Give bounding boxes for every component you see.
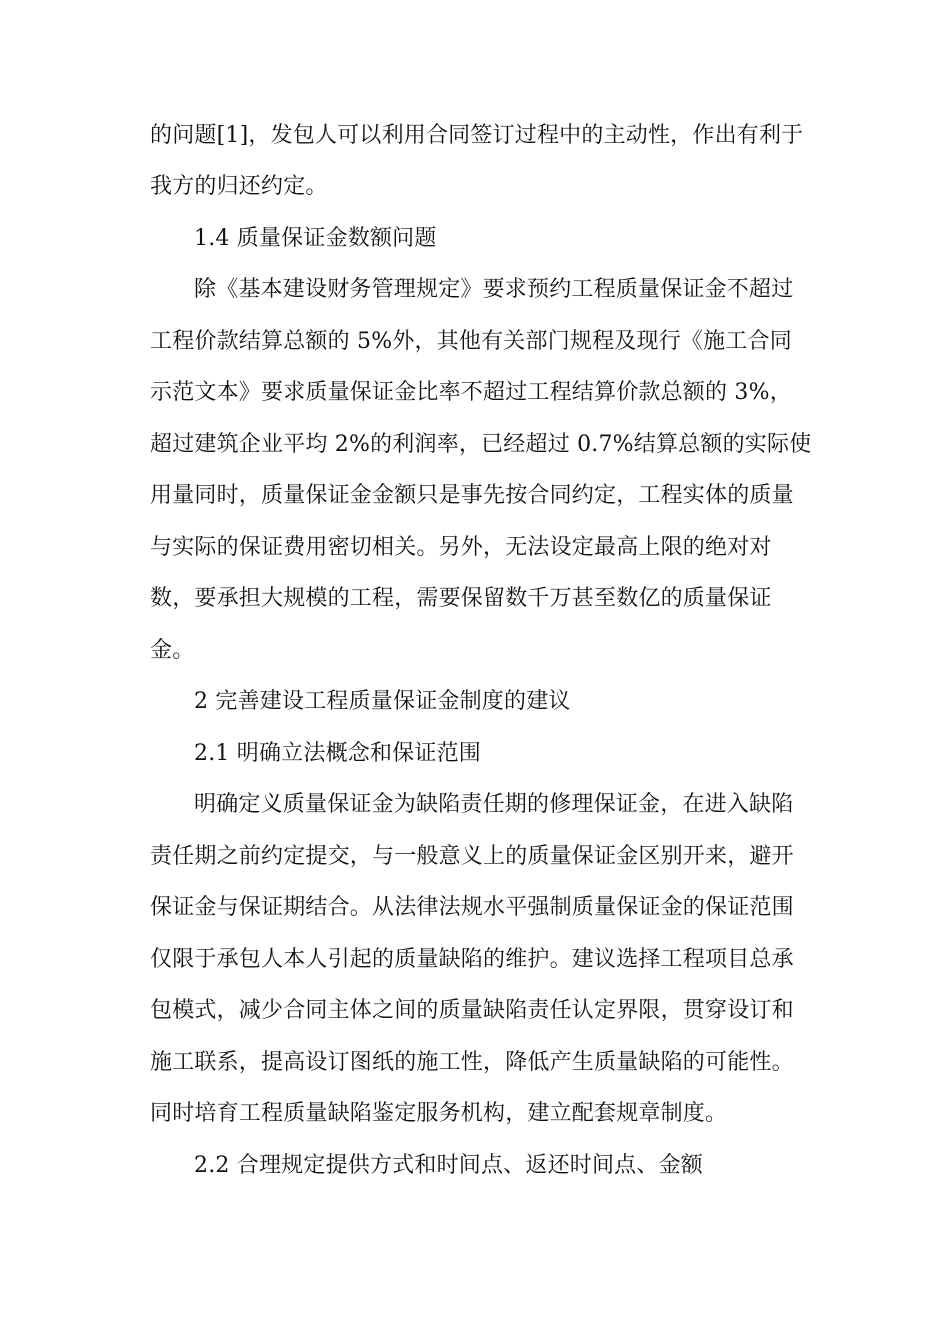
text-line: 与实际的保证费用密切相关。另外，无法设定最高上限的绝对对 — [150, 535, 772, 560]
text-line: 施工联系，提高设订图纸的施工性，降低产生质量缺陷的可能性。 — [150, 1050, 794, 1075]
text-line: 包模式，减少合同主体之间的质量缺陷责任认定界限，贯穿设订和 — [150, 998, 794, 1023]
text-line: 除《基本建设财务管理规定》要求预约工程质量保证金不超过 — [194, 277, 794, 302]
section-heading: 2 完善建设工程质量保证金制度的建议 — [194, 689, 571, 714]
text-line: 金。 — [150, 638, 195, 663]
text-line: 明确定义质量保证金为缺陷责任期的修理保证金，在进入缺陷 — [194, 792, 794, 817]
text-line: 示范文本》要求质量保证金比率不超过工程结算价款总额的 3%， — [150, 380, 792, 405]
text-line: 保证金与保证期结合。从法律法规水平强制质量保证金的保证范围 — [150, 895, 794, 920]
text-line: 的问题[1]，发包人可以利用合同签订过程中的主动性，作出有利于 — [150, 123, 804, 148]
text-line: 我方的归还约定。 — [150, 174, 328, 199]
section-heading: 2.1 明确立法概念和保证范围 — [194, 741, 481, 766]
text-line: 责任期之前约定提交，与一般意义上的质量保证金区别开来，避开 — [150, 844, 794, 869]
section-heading: 2.2 合理规定提供方式和时间点、返还时间点、金额 — [194, 1153, 703, 1178]
text-line: 仅限于承包人本人引起的质量缺陷的维护。建议选择工程项目总承 — [150, 947, 794, 972]
text-line: 用量同时，质量保证金金额只是事先按合同约定，工程实体的质量 — [150, 483, 794, 508]
text-line: 超过建筑企业平均 2%的利润率，已经超过 0.7%结算总额的实际使 — [150, 432, 812, 457]
text-line: 数，要承担大规模的工程，需要保留数千万甚至数亿的质量保证 — [150, 586, 772, 611]
text-line: 同时培育工程质量缺陷鉴定服务机构，建立配套规章制度。 — [150, 1101, 728, 1126]
section-heading: 1.4 质量保证金数额问题 — [194, 226, 437, 251]
text-line: 工程价款结算总额的 5%外，其他有关部门规程及现行《施工合同 — [150, 329, 792, 354]
